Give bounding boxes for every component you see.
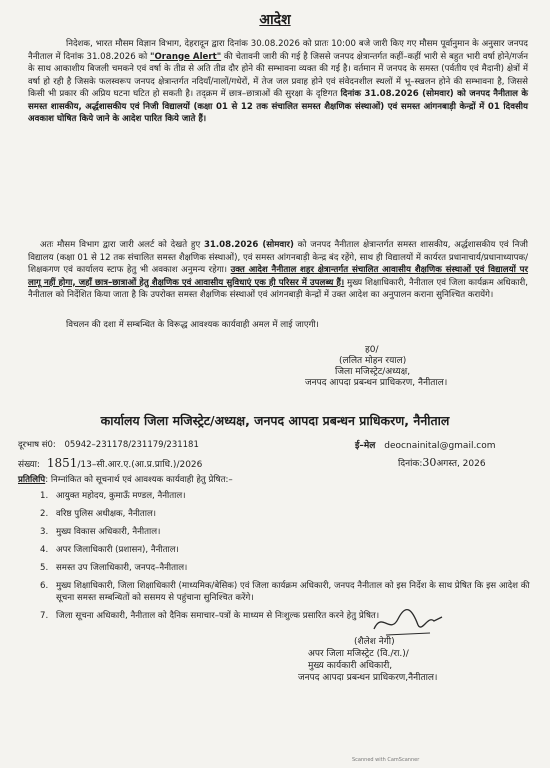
date-month-year: अगस्त, 2026 xyxy=(436,459,486,469)
exemption-text: उक्त आदेश नैनीताल शहर क्षेत्रान्तर्गत संचालित आवासीय शैक्षणिक संस्थाओं एवं विद्यालयों पर लागू नहीं होगा, जहाँ छात्र–छात्राओं हेतु शैक्षणिक एवं आवासीय सुविधाएं एक ही परिसर में उपलब्ध हैं। xyxy=(28,265,528,288)
copy-to-text: : निम्नांकित को सूचनार्थ एवं आवश्यक कार्यवाही हेतु प्रेषित:– xyxy=(45,475,233,485)
signatory-designation: अपर जिला मजिस्ट्रेट (वि./रा.)/ xyxy=(308,649,409,659)
paragraph-2-part-c: को जनपद नैनीताल क्षेत्रान्तर्गत समस्त शासकीय, अर्द्धशासकीय एवं निजी विद्यालय (कक्षा 01 से 12 तक संचालित समस्त शैक्षणिक संस्थाओं), एवं समस्त आंगनबाड़ी केन्द्र बंद रहेंगे, साथ ही विद्यालयों में कार्यरत प्रधानाचार्य/प्रधानाध्यापक/शिक्षकगण एवं कार्यालय स्टाफ हेतु भी अवकाश अनुमन्य रहेगा। xyxy=(28,240,528,275)
paragraph-1-part-a: निदेशक, भारत मौसम विज्ञान विभाग, देहरादून द्वारा दिनांक 30.08.2026 को प्रातः 10:00 बजे जारी किए गए मौसम पूर्वानुमान के अनुसार जनपद नैनीताल में दिनांक 31.08.2026 को xyxy=(28,39,528,62)
signature-block-adm xyxy=(298,636,437,684)
list-item xyxy=(40,490,530,502)
signatory-authority: जनपद आपदा प्रबन्धन प्राधिकरण, नैनीताल। xyxy=(305,378,448,388)
list-item xyxy=(40,562,530,574)
copy-to-label: प्रतिलिपि xyxy=(18,475,46,485)
reference-number xyxy=(18,456,202,470)
reference-handwritten-number: 1851 xyxy=(46,456,78,470)
date-handwritten-day: 30 xyxy=(422,456,437,469)
list-item-text: अपर जिलाधिकारी (प्रशासन), नैनीताल। xyxy=(56,545,179,555)
phone-line xyxy=(18,439,199,450)
order-paragraph-2 xyxy=(28,239,528,302)
list-item-text: समस्त उप जिलाधिकारी, जनपद–नैनीताल। xyxy=(56,563,188,573)
scanner-watermark: Scanned with CamScanner xyxy=(352,757,420,763)
list-item-number: 3. xyxy=(40,527,49,537)
signatory-authority: जनपद आपदा प्रबन्धन प्राधिकरण,नैनीताल। xyxy=(298,673,438,683)
office-header: कार्यालय जिला मजिस्ट्रेट/अध्यक्ष, जनपद आपदा प्रबन्धन प्राधिकरण, नैनीताल xyxy=(100,413,450,428)
list-item xyxy=(40,610,530,622)
signatory-name: (ललित मोहन रयाल) xyxy=(339,356,407,366)
signature-block-dm xyxy=(305,345,448,389)
email-line xyxy=(355,438,496,451)
orange-alert-text: "Orange Alert" xyxy=(150,51,222,62)
list-item-number: 1. xyxy=(40,491,49,501)
list-item-number: 7. xyxy=(40,611,49,621)
issue-date xyxy=(398,456,486,469)
recipient-list xyxy=(40,490,530,628)
order-paragraph-1 xyxy=(28,38,528,126)
email-label: ई–मेल xyxy=(355,441,376,451)
copy-to-line xyxy=(18,473,233,485)
list-item xyxy=(40,508,530,520)
signature-mark: ह0/ xyxy=(365,345,379,355)
list-item xyxy=(40,526,530,538)
list-item-number: 5. xyxy=(40,563,49,573)
list-item-text: जिला सूचना अधिकारी, नैनीताल को दैनिक समाचार–पत्रों के माध्यम से निःशुल्क प्रसारित करने हेतु प्रेषित। xyxy=(56,611,380,621)
list-item-number: 4. xyxy=(40,545,49,555)
list-item xyxy=(40,580,530,604)
email-address: deocnainital@gmail.com xyxy=(384,441,496,451)
phone-number: 05942–231178/231179/231181 xyxy=(64,440,199,450)
list-item-text: आयुक्त महोदय, कुमाऊँ मण्डल, नैनीताल। xyxy=(56,491,186,501)
document-title: आदेश xyxy=(259,12,291,28)
list-item-text: मुख्य विकास अधिकारी, नैनीताल। xyxy=(56,527,161,537)
date-label: दिनांक: xyxy=(398,459,423,469)
signatory-designation: जिला मजिस्ट्रेट/अध्यक्ष, xyxy=(335,367,411,377)
signatory-role: मुख्य कार्यकारी अधिकारी, xyxy=(308,661,393,671)
list-item-number: 6. xyxy=(40,581,49,591)
list-item-number: 2. xyxy=(40,509,49,519)
list-item-text: वरिष्ठ पुलिस अधीक्षक, नैनीताल। xyxy=(56,509,157,519)
holiday-order-text: दिनांक 31.08.2026 (सोमवार) को जनपद नैनीताल के समस्त शासकीय, अर्द्धशासकीय एवं निजी विद्यालयों (कक्षा 01 से 12 तक संचालित समस्त शैक्षणिक संस्थाओं) एवं समस्त आंगनबाड़ी केन्द्रों में 01 दिवसीय अवकाश घोषित किये जाने के आदेश पारित किये जाते हैं। xyxy=(28,89,528,124)
list-item-text: मुख्य शिक्षाधिकारी, जिला शिक्षाधिकारी (माध्यमिक/बेसिक) एवं जिला कार्यक्रम अधिकारी, जनपद नैनीताल को इस निर्देश के साथ प्रेषित कि इस आदेश की सूचना समस्त सम्बन्धितों को ससमय से पहुंचाना सुनिश्चित करेंगे। xyxy=(56,581,530,603)
paragraph-2-part-e: मुख्य शिक्षाधिकारी, नैनीताल एवं जिला कार्यक्रम अधिकारी, नैनीताल को निर्देशित किया जाता है कि उपरोक्त समस्त शैक्षणिक संस्थाओं एवं आंगनबाड़ी केन्द्रों में उक्त आदेश का अनुपालन कराना सुनिश्चित करायेंगे। xyxy=(28,277,528,300)
phone-label: दूरभाष सं0: xyxy=(18,440,56,450)
reference-label: संख्या: xyxy=(18,460,40,470)
list-item xyxy=(40,544,530,556)
order-paragraph-3: विचलन की दशा में सम्बन्धित के विरूद्ध आवश्यक कार्यवाही अमल में लाई जाएगी। xyxy=(66,320,319,330)
order-date-text: 31.08.2026 (सोमवार) xyxy=(203,240,294,250)
paragraph-2-part-a: अतः मौसम विभाग द्वारा जारी अलर्ट को देखते हुए xyxy=(40,240,204,250)
reference-suffix: /13–सी.आर.ए.(आ.प्र.प्राधि.)/2026 xyxy=(77,460,203,470)
signatory-name: (शैलेश नेगी) xyxy=(354,637,395,647)
paragraph-1-part-c: की चेतावनी जारी की गई है जिससे जनपद क्षेत्रान्तर्गत कहीं–कहीं भारी से बहुत भारी वर्षा होने/गर्जन के साथ आकाशीय बिजली चमकने एवं वर्षा के तीव्र से अति तीव्र दौर होने की सम्भावना व्यक्त की गई है। वर्तमान में जनपद के समस्त (पर्वतीय एवं मैदानी) क्षेत्रों में वर्षा हो रही है जिसके फलस्वरूप जनपद क्षेत्रान्तर्गत नदियाँ/नालों/गधेरों, में तेज जल प्रवाह होने एवं संवेदनशील स्थलों में भू–स्खलन होने की सम्भावना है, जिससे किसी भी प्रकार की अप्रिय घटना घटित हो सकती है। तद्क्रम में छात्र–छात्राओं की सुरक्षा के दृष्टिगत xyxy=(28,51,528,99)
